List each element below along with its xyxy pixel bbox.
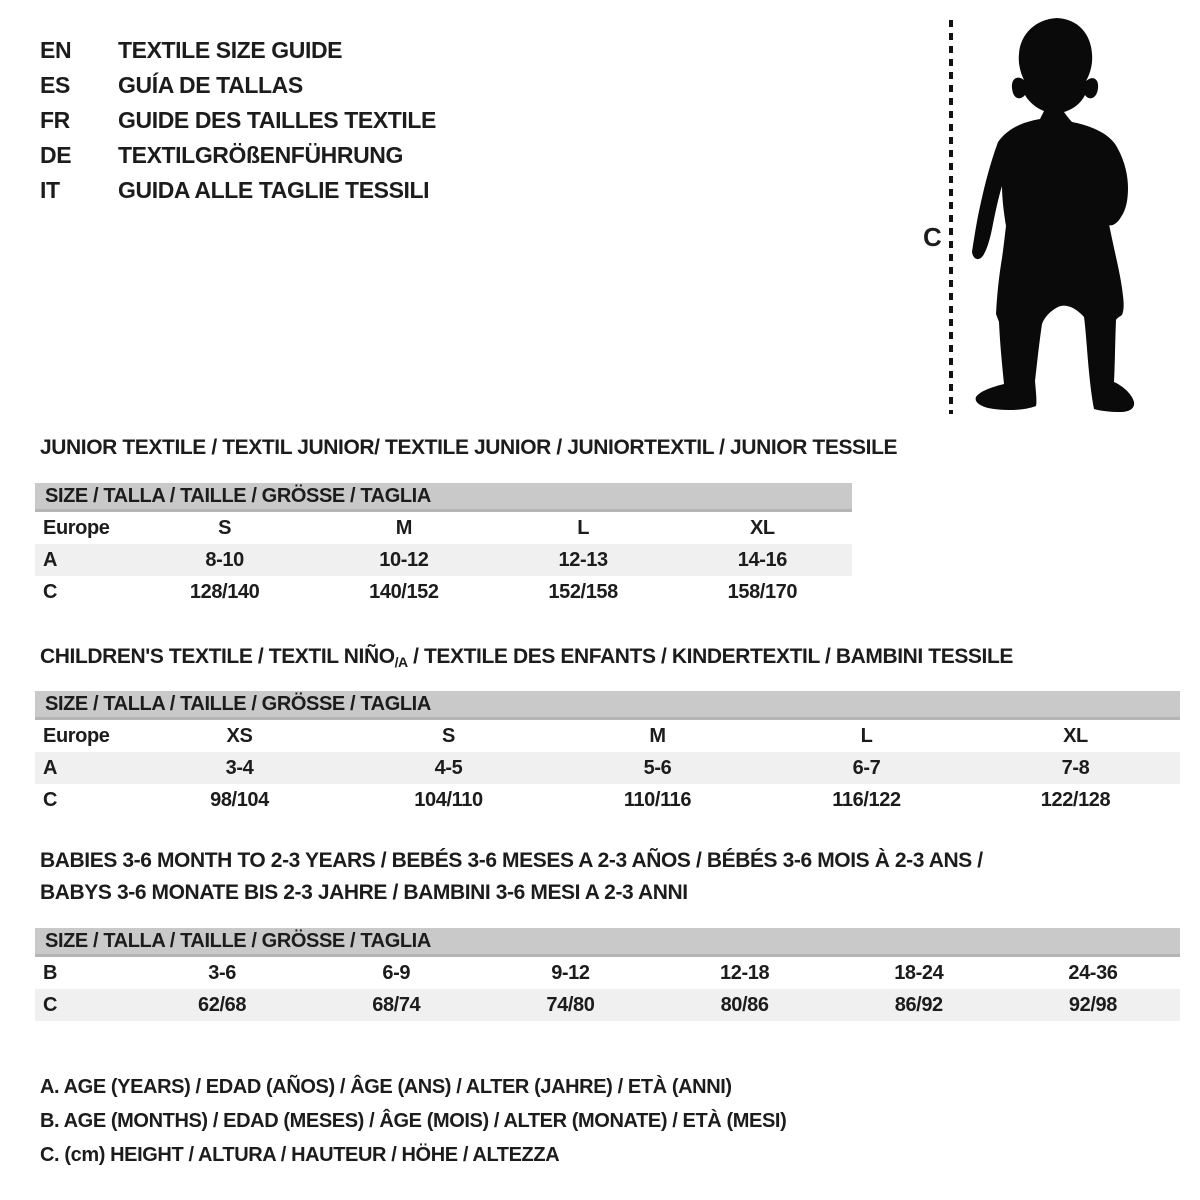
height-figure <box>915 12 1150 422</box>
value-cell: 128/140 <box>189 581 260 603</box>
table-row-months <box>35 957 1180 989</box>
lang-title: GUIDE DES TAILLES TEXTILE <box>118 107 436 133</box>
lang-row-fr <box>40 103 436 138</box>
table-row-height <box>35 576 852 608</box>
value-cell: 62/68 <box>198 994 247 1016</box>
table-row-height <box>35 784 1180 816</box>
lang-code: ES <box>40 72 70 98</box>
size-header-bar: SIZE / TALLA / TAILLE / GRÖSSE / TAGLIA <box>35 928 1180 957</box>
table-row-age <box>35 544 852 576</box>
size-cell: S <box>218 517 232 539</box>
value-cell: 98/104 <box>210 789 269 811</box>
size-cell: L <box>577 517 590 539</box>
lang-title: TEXTILE SIZE GUIDE <box>118 37 343 63</box>
toddler-silhouette-icon <box>972 18 1134 412</box>
lang-title: GUÍA DE TALLAS <box>118 72 303 98</box>
value-cell: 14-16 <box>737 549 787 571</box>
lang-code: DE <box>40 142 72 168</box>
value-cell: 8-10 <box>205 549 244 571</box>
legend-line-b: B. AGE (MONTHS) / EDAD (MESES) / ÂGE (MOIS) / ALTER (MONATE) / ETÀ (MESI) <box>40 1110 787 1132</box>
table-row-europe <box>35 720 1180 752</box>
value-cell: 6-7 <box>852 757 881 779</box>
measure-legend <box>40 1070 786 1172</box>
value-cell: 7-8 <box>1061 757 1090 779</box>
lang-code: FR <box>40 107 70 133</box>
value-cell: 68/74 <box>372 994 421 1016</box>
size-cell: M <box>395 517 412 539</box>
value-cell: 12-13 <box>558 549 608 571</box>
language-title-list <box>40 33 436 208</box>
value-cell: 12-18 <box>720 962 770 984</box>
babies-size-table <box>35 928 1180 1021</box>
children-section-title <box>40 645 1013 670</box>
value-cell: 10-12 <box>379 549 429 571</box>
size-cell: XL <box>749 517 775 539</box>
row-label: A <box>43 549 58 571</box>
children-title-subscript: /A <box>394 654 408 670</box>
row-label: C <box>43 994 58 1016</box>
size-cell: S <box>442 725 455 747</box>
children-title-suffix: / TEXTILE DES ENFANTS / KINDERTEXTIL / BAMBINI TESSILE <box>407 645 1014 668</box>
lang-code: IT <box>40 177 60 203</box>
value-cell: 24-36 <box>1068 962 1118 984</box>
row-label: B <box>43 962 58 984</box>
lang-row-en <box>40 33 436 68</box>
table-row-europe <box>35 512 852 544</box>
row-label: C <box>43 789 58 811</box>
lang-row-es <box>40 68 436 103</box>
row-label: Europe <box>43 517 110 539</box>
value-cell: 92/98 <box>1068 994 1117 1016</box>
value-cell: 110/116 <box>623 789 692 811</box>
legend-line-a: A. AGE (YEARS) / EDAD (AÑOS) / ÂGE (ANS) / ALTER (JAHRE) / ETÀ (ANNI) <box>40 1076 732 1098</box>
lang-code: EN <box>40 37 72 63</box>
size-cell: XS <box>226 725 253 747</box>
value-cell: 18-24 <box>894 962 944 984</box>
legend-line-c: C. (cm) HEIGHT / ALTURA / HAUTEUR / HÖHE / ALTEZZA <box>40 1144 560 1166</box>
table-row-height <box>35 989 1180 1021</box>
value-cell: 4-5 <box>434 757 463 779</box>
lang-title: TEXTILGRÖßENFÜHRUNG <box>118 142 403 168</box>
children-size-table <box>35 691 1180 816</box>
babies-section-title <box>40 845 983 909</box>
lang-row-de <box>40 138 436 173</box>
lang-row-it <box>40 173 436 208</box>
size-cell: XL <box>1063 725 1088 747</box>
lang-title: GUIDA ALLE TAGLIE TESSILI <box>118 177 430 203</box>
value-cell: 116/122 <box>832 789 901 811</box>
junior-size-table <box>35 483 852 608</box>
height-measure-label: C <box>923 222 942 252</box>
babies-title-line2: BABYS 3-6 MONATE BIS 2-3 JAHRE / BAMBINI 3-6 MESI A 2-3 ANNI <box>40 881 688 904</box>
value-cell: 9-12 <box>551 962 590 984</box>
value-cell: 152/158 <box>548 581 618 603</box>
value-cell: 158/170 <box>727 581 798 603</box>
value-cell: 3-4 <box>225 757 254 779</box>
value-cell: 74/80 <box>546 994 595 1016</box>
size-header-bar: SIZE / TALLA / TAILLE / GRÖSSE / TAGLIA <box>35 483 852 512</box>
babies-title-line1: BABIES 3-6 MONTH TO 2-3 YEARS / BEBÉS 3-6 MESES A 2-3 AÑOS / BÉBÉS 3-6 MOIS À 2-3 ANS / <box>40 849 983 872</box>
size-header-bar: SIZE / TALLA / TAILLE / GRÖSSE / TAGLIA <box>35 691 1180 720</box>
value-cell: 6-9 <box>382 962 411 984</box>
size-cell: M <box>649 725 666 747</box>
value-cell: 122/128 <box>1040 789 1111 811</box>
value-cell: 104/110 <box>414 789 483 811</box>
row-label: A <box>43 757 58 779</box>
value-cell: 80/86 <box>720 994 769 1016</box>
value-cell: 86/92 <box>894 994 943 1016</box>
value-cell: 5-6 <box>643 757 672 779</box>
value-cell: 3-6 <box>208 962 236 984</box>
children-title-prefix: CHILDREN'S TEXTILE / TEXTIL NIÑO <box>40 645 395 668</box>
size-cell: L <box>860 725 873 747</box>
row-label: C <box>43 581 58 603</box>
value-cell: 140/152 <box>369 581 439 603</box>
row-label: Europe <box>43 725 110 747</box>
table-row-age <box>35 752 1180 784</box>
junior-section-title: JUNIOR TEXTILE / TEXTIL JUNIOR/ TEXTILE JUNIOR / JUNIORTEXTIL / JUNIOR TESSILE <box>40 436 898 459</box>
